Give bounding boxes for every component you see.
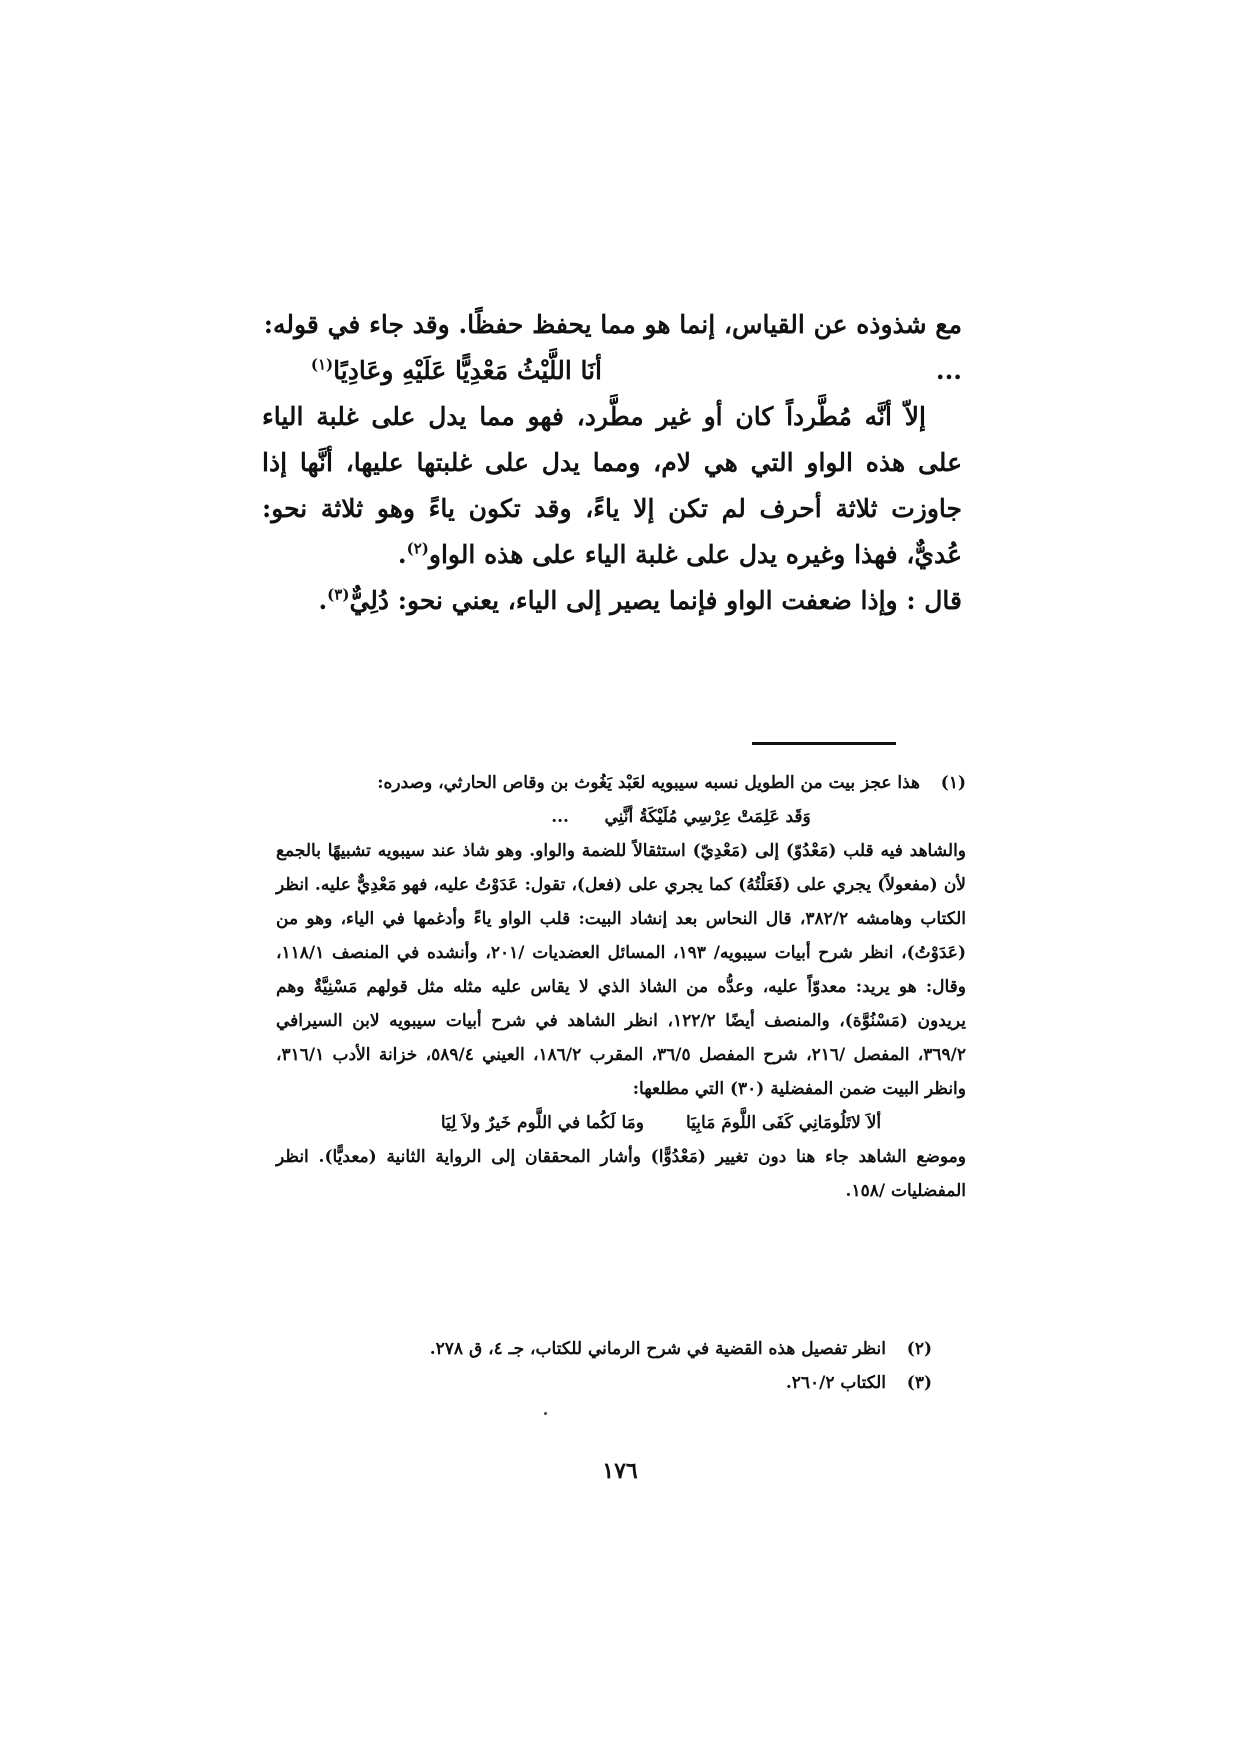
paragraph-2-end: . [397,540,407,569]
footnote-ref-2: (٢) [406,539,429,558]
main-paragraph-3 [262,578,962,624]
footnote-ref-3: (٣) [327,585,350,604]
verse-text: أنَا اللَّيْثُ مَعْدِيًّا عَلَيْهِ وعَادِيًا [333,356,602,385]
verse-text-wrap [311,348,602,394]
footnote-1-verse [276,800,966,834]
footnote-1-number: (١) [940,773,966,793]
paragraph-3-end: . [318,586,328,615]
footnotes-short [276,1332,966,1400]
footnote-separator [752,742,896,745]
footnote-2 [276,1332,966,1366]
footnote-ref-1: (١) [310,355,334,374]
footnote-3-number: (٣) [906,1373,932,1393]
footnote-3-text: الكتاب ٢٦٠/٢. [785,1373,886,1393]
qal-label: قال [924,586,962,615]
paragraph-2-text: إلاّ أنَّه مُطَّرداً كان أو غير مطَّرد، فهو مما يدل على غلبة الياء على هذه الواو التي هي لام، ومما يدل على غلبتها عليها، أنَّها إذا جاوزت ثلاثة أحرف لم تكن إلا ياءً، وقد تكون ياءً وهو ثلاثة نحو: عُديٌّ، فهذا وغيره يدل على غلبة الياء على هذه الواو [262,402,962,569]
footnote-1-verse-2 [276,1106,966,1140]
footnote-1-head [276,766,966,800]
main-paragraph-2 [262,394,962,578]
main-line-1: مع شذوذه عن القياس، إنما هو مما يحفظ حفظًا. وقد جاء في قوله: [263,310,962,339]
footnote-1-verse-2-first: ألاَ لاتَلُومَانِي كَفَى اللَّومَ مَابِيَا [686,1113,882,1133]
main-text [262,302,962,624]
footnote-1-body-2: وموضع الشاهد جاء هنا دون تغيير (مَعْدُوًّا) وأشار المحققان إلى الرواية الثانية (معديًّا). انظر المفضليات /١٥٨. [276,1147,966,1201]
footnote-1-first-line: هذا عجز بيت من الطويل نسبه سيبويه لعَبْد يَغُوث بن وقاص الحارثي، وصدره: [377,773,920,793]
footnote-1-body: والشاهد فيه قلب (مَعْدُوّ) إلى (مَعْدِيّ) استثقالاً للضمة والواو. وهو شاذ عند سيبويه تشبيهًا بالجمع لأن (مفعولاً) يجري على (فَعَلْتُهُ) كما يجري على (فعل)، تقول: عَدَوْتُ عليه، فهو مَعْدِيٌّ عليه. انظر الكتاب وهامشه ٣٨٢/٢، قال النحاس بعد إنشاد البيت: قلب الواو ياءً وأدغمها في الياء، وهو من (عَدَوْتُ)، انظر شرح أبيات سيبويه/ ١٩٣، المسائل العضديات /٢٠١، وأنشده في المنصف ١١٨/١، وقال: هو يريد: معدوّاً عليه، وعدُّه من الشاذ الذي لا يقاس عليه مثله مثل قولهم مَسْنِيَّةٌ وهم يريدون (مَسْنُوَّة)، والمنصف أيضًا ١٢٢/٢، انظر الشاهد في شرح أبيات سيبويه لابن السيرافي ٣٦٩/٢، المفصل /٢١٦، شرح المفصل ٣٦/٥، المقرب ١٨٦/٢، العيني ٥٨٩/٤، خزانة الأدب ٣١٦/١، وانظر البيت ضمن المفضلية (٣٠) التي مطلعها: [276,841,967,1099]
paragraph-3-text: : وإذا ضعفت الواو فإنما يصير إلى الياء، يعني نحو: دُلِيٌّ [349,586,916,615]
footnote-1-verse-text: وَقَد عَلِمَتْ عِرْسِي مُلَيْكَةُ أنَّنِي [604,807,811,827]
footnote-1 [276,766,966,1208]
decorative-dot [544,1412,547,1415]
verse-ellipsis: ... [935,356,962,385]
verse-line [262,348,962,394]
page-number: ١٧٦ [602,1458,638,1484]
footnote-1-verse-2-second: ومَا لَكُما في اللَّوم خَيرٌ ولاَ لِيَا [440,1113,644,1133]
footnote-2-number: (٢) [906,1339,932,1359]
footnote-1-verse-dots: ... [551,807,569,827]
footnote-2-text: انظر تفصيل هذه القضية في شرح الرماني للكتاب، جـ ٤، ق ٢٧٨. [429,1339,886,1359]
footnote-3 [276,1366,966,1400]
